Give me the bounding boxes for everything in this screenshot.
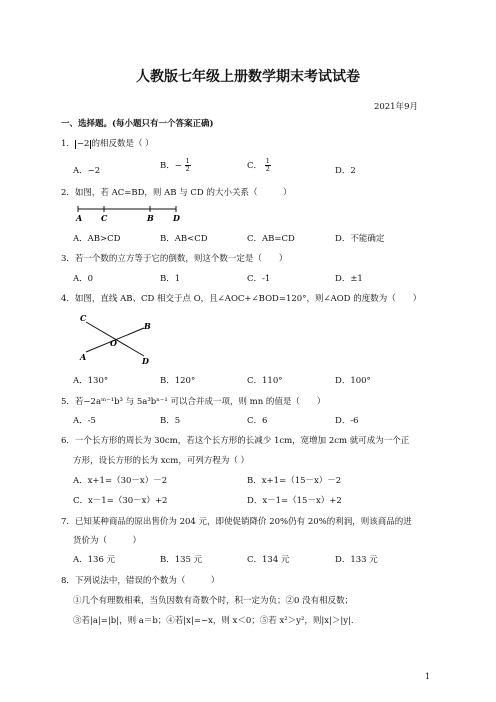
q4-option-d[interactable]: D．100° xyxy=(335,376,371,386)
q7-option-b[interactable]: B．135 元 xyxy=(160,555,203,565)
page-title: 人教版七年级上册数学期末考试试卷 xyxy=(136,69,360,85)
q3-option-d[interactable]: D．±1 xyxy=(335,274,363,284)
section-heading: 一、选择题。(每小题只有一个答案正确) xyxy=(61,119,214,129)
point-label-b: B xyxy=(144,321,151,331)
question-1 xyxy=(61,137,154,149)
point-label-d: D xyxy=(173,213,180,223)
question-6-line-2: 方形，设长方形的长为 xcm，可列方程为（ ） xyxy=(73,456,250,466)
q4-option-c[interactable]: C．110° xyxy=(247,376,283,386)
q7-option-a[interactable]: A．136 元 xyxy=(73,555,116,565)
q2-option-d[interactable]: D．不能确定 xyxy=(335,234,385,244)
q2-option-b[interactable]: B．AB<CD xyxy=(160,234,208,244)
fraction: $\frac{1}{2}$ xyxy=(185,157,190,173)
q5-option-d[interactable]: D．-6 xyxy=(335,416,359,426)
point-label-a: A xyxy=(76,213,83,223)
fraction: $\frac{1}{2}$ xyxy=(265,157,270,173)
question-3-stem: 3．若一个数的立方等于它的倒数，则这个数一定是（ ） xyxy=(61,254,288,264)
point-label-c: C xyxy=(80,313,87,323)
question-number: 1． xyxy=(61,139,75,149)
q7-option-c[interactable]: C．134 元 xyxy=(247,555,290,565)
point-label-o: O xyxy=(110,338,117,348)
q4-option-a[interactable]: A．130° xyxy=(73,376,109,386)
q5-option-b[interactable]: B．5 xyxy=(160,416,181,426)
question-7-line-1: 7．已知某种商品的原出售价为 204 元，即使促销降价 20%仍有 20%的利润，则该商品的进 xyxy=(61,517,412,527)
question-stem: 的相反数是（ ） xyxy=(91,139,154,149)
question-8-statements-1: ①几个有理数相乘，当负因数有奇数个时，积一定为负；②0 没有相反数； xyxy=(73,596,354,606)
q7-option-d[interactable]: D．133 元 xyxy=(335,555,378,565)
q1-option-a[interactable]: A．−2 xyxy=(73,166,101,176)
q1-option-c[interactable]: C． $\frac{1}{2}$ xyxy=(247,157,270,173)
q4-option-b[interactable]: B．120° xyxy=(160,376,196,386)
q2-option-a[interactable]: A．AB>CD xyxy=(73,234,121,244)
segment-figure xyxy=(68,203,188,223)
q6-option-c[interactable]: C．x－1=（30－x）+2 xyxy=(73,496,168,506)
question-4-stem: 4．如图，直线 AB、CD 相交于点 O，且∠AOC+∠BOD=120°，则∠AOD 的度数为（ ） xyxy=(61,294,422,304)
point-label-d: D xyxy=(142,356,149,366)
question-8-statements-2: ③若|a|=|b|，则 a＝b；④若|x|=−x，则 x＜0；⑤若 x²＞y²，则|x|＞|y|. xyxy=(73,616,354,626)
q6-option-d[interactable]: D．x－1=（15－x）+2 xyxy=(247,496,342,506)
q6-option-b[interactable]: B．x+1=（15－x）－2 xyxy=(247,476,342,486)
q1-option-d[interactable]: D．2 xyxy=(335,166,356,176)
exam-date: 2021年9月 xyxy=(373,102,418,112)
point-label-b: B xyxy=(147,213,154,223)
question-2-stem: 2．如图，若 AC=BD，则 AB 与 CD 的大小关系（ ） xyxy=(61,188,292,198)
absolute-value-box: −2 xyxy=(76,139,90,149)
q3-option-b[interactable]: B．1 xyxy=(160,274,181,284)
question-8-stem: 8．下列说法中，错误的个数为（ ） xyxy=(61,576,220,586)
point-label-a: A xyxy=(80,352,87,362)
question-5-stem: 5．若−2aᵐ⁻¹b³ 与 5a³bⁿ⁻¹ 可以合并成一项，则 mn 的值是（ ） xyxy=(61,397,326,407)
question-7-line-2: 货价为（ ） xyxy=(73,536,142,546)
page-number: 1 xyxy=(424,672,430,681)
q5-option-a[interactable]: A．-5 xyxy=(73,416,96,426)
q3-option-a[interactable]: A．0 xyxy=(73,274,94,284)
q3-option-c[interactable]: C．-1 xyxy=(247,274,271,284)
question-6-line-1: 6．一个长方形的周长为 30cm，若这个长方形的长减少 1cm，宽增加 2cm 就可成为一个正 xyxy=(61,436,410,446)
q6-option-a[interactable]: A．x+1=（30－x）－2 xyxy=(73,476,168,486)
q1-option-b[interactable]: B．− $\frac{1}{2}$ xyxy=(160,157,190,173)
q5-option-c[interactable]: C．6 xyxy=(247,416,268,426)
q2-option-c[interactable]: C．AB=CD xyxy=(247,234,295,244)
point-label-c: C xyxy=(101,213,108,223)
intersecting-lines-figure xyxy=(74,310,164,366)
